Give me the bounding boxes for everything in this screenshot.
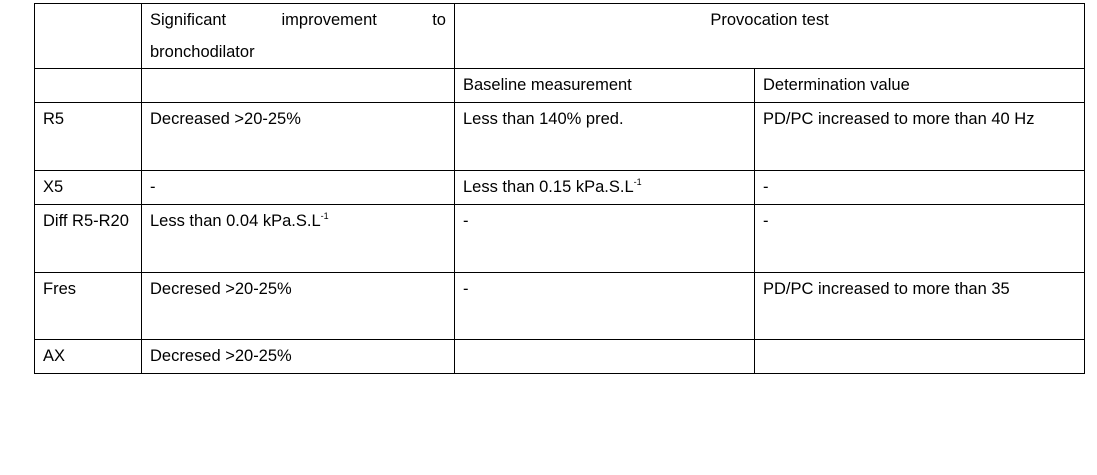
improvement-cell: Decresed >20-25% (142, 340, 455, 374)
improvement-cell: - (142, 171, 455, 205)
subheader-row (35, 69, 1085, 103)
improvement-cell (142, 205, 455, 273)
improvement-text: Less than 0.04 kPa.S.L (150, 212, 321, 230)
spirometry-criteria-table (34, 3, 1085, 374)
baseline-cell (455, 171, 755, 205)
subheader-determination-cell: Determination value (755, 69, 1085, 103)
improvement-cell: Decreased >20-25% (142, 103, 455, 171)
baseline-cell: - (455, 273, 755, 340)
baseline-cell: Less than 140% pred. (455, 103, 755, 171)
header-corner-cell (35, 4, 142, 69)
table-row (35, 273, 1085, 340)
param-cell: R5 (35, 103, 142, 171)
table-row (35, 103, 1085, 171)
header-provocation-cell: Provocation test (455, 4, 1085, 69)
header-row (35, 4, 1085, 69)
determination-cell: PD/PC increased to more than 35 (755, 273, 1085, 340)
determination-cell: PD/PC increased to more than 40 Hz (755, 103, 1085, 171)
subheader-col1-cell (35, 69, 142, 103)
baseline-cell: - (455, 205, 755, 273)
improvement-superscript: -1 (320, 210, 329, 221)
subheader-col2-cell (142, 69, 455, 103)
baseline-cell (455, 340, 755, 374)
subheader-baseline-cell: Baseline measurement (455, 69, 755, 103)
baseline-text: Less than 0.15 kPa.S.L (463, 178, 634, 196)
param-cell: X5 (35, 171, 142, 205)
determination-cell: - (755, 171, 1085, 205)
param-cell: Diff R5-R20 (35, 205, 142, 273)
table-row (35, 205, 1085, 273)
determination-cell: - (755, 205, 1085, 273)
table-row (35, 171, 1085, 205)
baseline-superscript: -1 (633, 176, 642, 187)
param-cell: Fres (35, 273, 142, 340)
header-improvement-cell: Significant improvement to bronchodilator (142, 4, 455, 69)
determination-cell (755, 340, 1085, 374)
param-cell: AX (35, 340, 142, 374)
table-row (35, 340, 1085, 374)
improvement-cell: Decresed >20-25% (142, 273, 455, 340)
